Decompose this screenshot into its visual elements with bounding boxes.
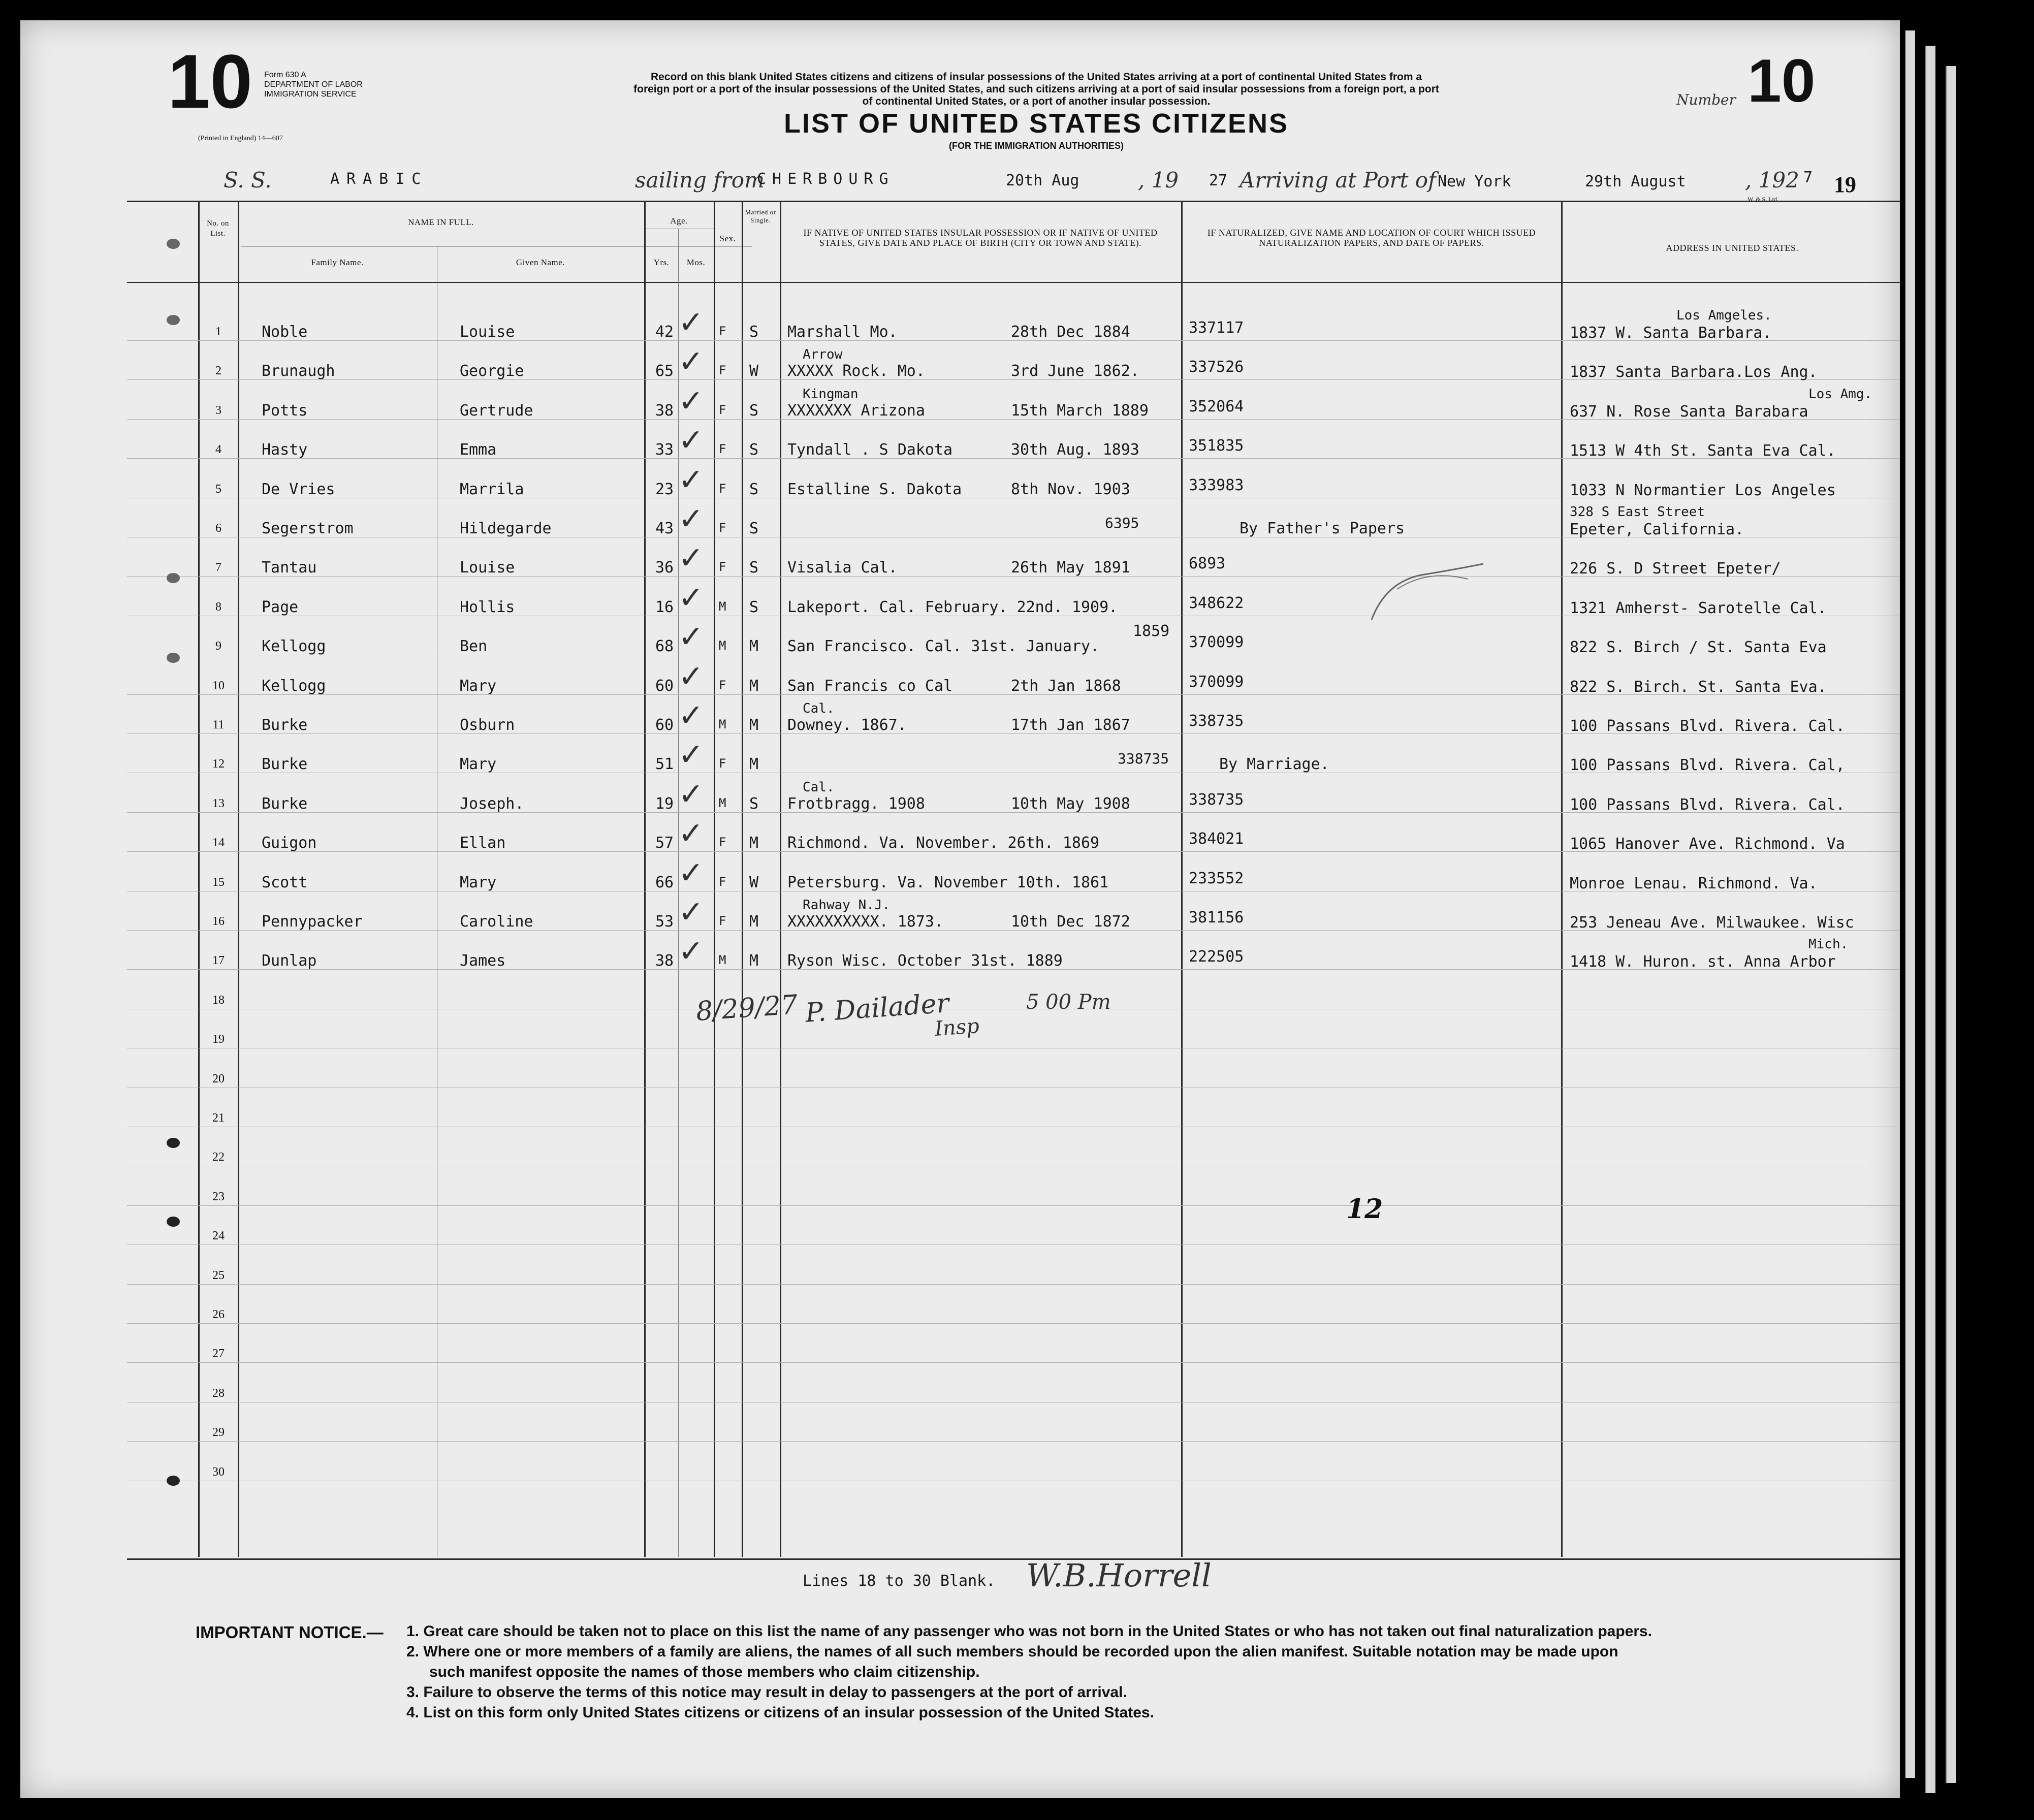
naturalization-number: 370099 [1189, 633, 1244, 652]
naturalization-number: 337526 [1189, 358, 1244, 376]
birth-date: 30th Aug. 1893 [1011, 441, 1139, 459]
marital-status: M [749, 913, 759, 931]
given-name: Caroline [460, 913, 533, 931]
clerk-signature: W.B.Horrell [1026, 1557, 1212, 1594]
row-number: 15 [212, 875, 225, 889]
family-name: Segerstrom [262, 520, 354, 537]
sex: F [719, 560, 726, 574]
sailing-label: sailing from [635, 168, 765, 193]
family-name: Dunlap [262, 952, 317, 970]
row-rule [127, 1441, 1900, 1442]
family-name: Guigon [262, 834, 317, 852]
birth-place: XXXXX Rock. Mo. [787, 362, 925, 380]
birth-place-correction: Rahway N.J. [803, 898, 891, 913]
sailing-year: 27 [1209, 172, 1228, 189]
check-mark: ✓ [678, 540, 704, 577]
age-years: 42 [655, 323, 674, 341]
given-name: Hollis [460, 598, 515, 616]
instruction-line: foreign port or a port of the insular possessions of the United States, and such citizens arriving at a port of said insular possessions from a foreign port, a port [633, 83, 1439, 95]
col-rule [238, 201, 239, 1557]
col-rule [742, 201, 743, 1557]
address: 1418 W. Huron. st. Anna Arbor [1570, 953, 1836, 971]
address: 100 Passans Blvd. Rivera. Cal. [1570, 795, 1845, 814]
row-number: 18 [212, 993, 225, 1007]
printed-note: (Printed in England) 14—607 [198, 135, 283, 142]
birth-date: 2th Jan 1868 [1011, 677, 1121, 695]
birth-date: 10th May 1908 [1011, 794, 1130, 813]
birth-date: 8th Nov. 1903 [1011, 480, 1130, 498]
check-mark: ✓ [678, 580, 704, 616]
birth-place-correction: Arrow [803, 347, 843, 363]
notice-item: 4. List on this form only United States citizens or citizens of an insular possession of the United States. [406, 1704, 1154, 1721]
col-rule [1561, 201, 1563, 1557]
notice-title: IMPORTANT NOTICE.— [196, 1623, 384, 1642]
marital-status: W [749, 362, 759, 380]
col-header-no: No. on List. [207, 219, 229, 238]
marital-status: W [749, 873, 759, 891]
naturalization-note: By Marriage. [1219, 755, 1329, 774]
sex: F [719, 914, 726, 928]
row-number: 27 [212, 1347, 225, 1361]
tally-mark: 12 [1346, 1194, 1383, 1225]
service: IMMIGRATION SERVICE [264, 90, 357, 99]
birth-date: 10th Dec 1872 [1011, 913, 1130, 931]
age-years: 53 [655, 913, 674, 931]
col-rule [644, 201, 646, 1557]
birth-date: 26th May 1891 [1011, 559, 1130, 577]
sailing-port: CHERBOURG [757, 170, 895, 188]
inspection-date: 8/29/27 [695, 989, 799, 1027]
family-name: Tantau [262, 559, 317, 577]
family-name: Scott [262, 873, 308, 891]
notice-item: 1. Great care should be taken not to place on this list the name of any passenger who was not born in the United States or who has not taken out final naturalization papers. [406, 1623, 1652, 1640]
check-mark: ✓ [678, 698, 704, 733]
inspection-time: 5 00 Pm [1026, 991, 1111, 1014]
birth-date: 28th Dec 1884 [1011, 323, 1130, 341]
list-number-right: 10 [1747, 47, 1816, 115]
check-mark: ✓ [678, 816, 704, 852]
instructions [513, 71, 1560, 108]
address: Monroe Lenau. Richmond. Va. [1570, 874, 1818, 892]
row-number: 24 [212, 1229, 225, 1243]
col-header-yrs: Yrs. [653, 258, 670, 267]
marital-status: S [749, 441, 759, 459]
col-header-birth: IF NATIVE OF UNITED STATES INSULAR POSSESSION OR IF NATIVE OF UNITED STATES, GIVE DATE AND PLACE OF BIRTH (CITY OR TOWN AND STATE). [803, 228, 1158, 248]
row-number: 6 [215, 522, 221, 535]
marital-status: S [749, 598, 759, 616]
address: 1837 Santa Barbara.Los Ang. [1570, 363, 1818, 381]
row-number: 23 [212, 1190, 225, 1203]
given-name: James [460, 952, 506, 970]
binder-hole [167, 239, 180, 249]
row-rule [127, 1205, 1900, 1206]
given-name: Mary [460, 677, 497, 695]
birth-date: 15th March 1889 [1011, 401, 1149, 420]
check-mark: ✓ [678, 776, 704, 812]
instruction-line: Record on this blank United States citizens and citizens of insular possessions of the United States arriving at a port of continental United States from a [650, 71, 1422, 83]
sex: F [719, 324, 726, 338]
birth-place: Visalia Cal. [787, 559, 898, 577]
address: 637 N. Rose Santa Barabara [1570, 402, 1808, 421]
age-years: 36 [655, 559, 674, 577]
row-number: 16 [212, 915, 225, 928]
form-block [264, 70, 363, 99]
family-name: Potts [262, 401, 308, 420]
naturalization-number: 370099 [1189, 673, 1244, 691]
row-number: 22 [212, 1151, 225, 1164]
col-header-mos: Mos. [686, 258, 706, 267]
row-number: 3 [215, 403, 221, 417]
age-years: 60 [655, 677, 674, 695]
given-name: Louise [460, 559, 515, 577]
naturalization-number: 233552 [1189, 869, 1244, 887]
row-rule [127, 1323, 1900, 1324]
check-mark: ✓ [678, 737, 704, 773]
naturalization-number: 338735 [1189, 790, 1244, 809]
family-name: De Vries [262, 480, 335, 498]
row-number: 11 [212, 718, 225, 731]
page-edge [1925, 46, 1935, 1793]
naturalization-number: 337117 [1189, 319, 1244, 337]
given-name: Joseph. [460, 794, 524, 813]
inspector-signature: P. Dailader [804, 988, 950, 1029]
printer-mark: W. & S. Ltd. [1747, 196, 1778, 203]
sex: M [719, 599, 726, 614]
age-years: 19 [655, 794, 674, 813]
notice-item: 2. Where one or more members of a family are aliens, the names of all such members should be recorded upon the alien manifest. Suitable notation may be made upon [406, 1643, 1618, 1660]
family-name: Burke [262, 794, 308, 813]
given-name: Marrila [460, 480, 524, 498]
age-years: 57 [655, 834, 674, 852]
notice-item: such manifest opposite the names of those members who claim citizenship. [429, 1664, 980, 1680]
page-title: LIST OF UNITED STATES CITIZENS [784, 108, 1289, 139]
col-header-family: Family Name. [311, 258, 364, 267]
naturalization-number: 338735 [1118, 750, 1169, 768]
given-name: Mary [460, 755, 497, 774]
age-years: 66 [655, 873, 674, 891]
lines-blank-note: Lines 18 to 30 Blank. [803, 1572, 996, 1590]
naturalization-number: 381156 [1189, 909, 1244, 927]
department: DEPARTMENT OF LABOR [264, 80, 363, 89]
given-name: Mary [460, 873, 497, 891]
col-rule [198, 201, 200, 1557]
birth-place: Richmond. Va. November. 26th. 1869 [787, 834, 1100, 852]
address: 253 Jeneau Ave. Milwaukee. Wisc [1570, 914, 1854, 932]
row-rule [127, 1284, 1900, 1285]
given-name: Louise [460, 323, 515, 341]
sex: F [719, 402, 726, 417]
row-rule [127, 1244, 1900, 1245]
age-years: 33 [655, 441, 674, 459]
year-suffix: 19 [1834, 172, 1856, 197]
sex: F [719, 481, 726, 496]
age-years: 65 [655, 362, 674, 380]
marital-status: M [749, 952, 759, 970]
age-years: 43 [655, 520, 674, 537]
birth-place: Estalline S. Dakota [787, 480, 962, 498]
address: 1837 W. Santa Barbara. [1570, 324, 1772, 342]
notice-item: 3. Failure to observe the terms of this notice may result in delay to passengers at the port of arrival. [406, 1684, 1127, 1701]
check-mark: ✓ [678, 895, 704, 930]
binder-hole [167, 1138, 180, 1148]
marital-status: M [749, 834, 759, 852]
age-years: 38 [655, 401, 674, 420]
binder-hole [167, 653, 180, 663]
row-rule [127, 1362, 1900, 1363]
address: 822 S. Birch. St. Santa Eva. [1570, 678, 1827, 696]
birth-place: Ryson Wisc. October 31st. 1889 [787, 952, 1063, 970]
row-number: 19 [212, 1033, 225, 1046]
ship-prefix: S. S. [224, 168, 272, 193]
naturalization-number: 6893 [1189, 555, 1226, 573]
check-mark: ✓ [678, 619, 704, 655]
col-header-naturalized: IF NATURALIZED, GIVE NAME AND LOCATION OF COURT WHICH ISSUED NATURALIZATION PAPERS, AND DATE OF PAPERS. [1207, 228, 1536, 248]
row-number: 4 [215, 443, 221, 457]
pencil-scribble [1366, 559, 1488, 630]
header-bottom-rule [127, 282, 1900, 283]
birth-place: San Francisco. Cal. 31st. January. [787, 637, 1100, 656]
form-id: Form 630 A [264, 71, 306, 79]
birth-date: 17th Jan 1867 [1011, 716, 1130, 734]
birth-place: XXXXXXX Arizona [787, 401, 925, 420]
sex: F [719, 874, 726, 889]
row-number: 14 [212, 836, 225, 850]
list-number-left: 10 [168, 39, 252, 124]
col-header-sex: Sex. [719, 234, 736, 243]
binder-hole [167, 1217, 180, 1227]
check-mark: ✓ [678, 934, 704, 970]
row-number: 29 [212, 1426, 225, 1440]
sailing-year-prefix: , 19 [1138, 168, 1179, 193]
check-mark: ✓ [678, 462, 704, 498]
address: 226 S. D Street Epeter/ [1570, 560, 1781, 578]
given-name: Osburn [460, 716, 515, 734]
binder-hole [167, 315, 180, 325]
row-number: 13 [212, 796, 225, 810]
page-edge [1946, 66, 1956, 1783]
given-name: Gertrude [460, 401, 533, 420]
col-rule [1181, 201, 1183, 1557]
birth-place: Petersburg. Va. November 10th. 1861 [787, 873, 1109, 891]
family-name: Kellogg [262, 637, 326, 656]
instruction-line: of continental United States, or a port of another insular possession. [862, 95, 1211, 107]
age-years: 60 [655, 716, 674, 734]
sex: F [719, 363, 726, 378]
check-mark: ✓ [678, 383, 704, 419]
row-number: 21 [212, 1111, 225, 1125]
marital-status: S [749, 520, 759, 537]
family-name: Noble [262, 323, 308, 341]
naturalization-number: 222505 [1189, 948, 1244, 966]
family-name: Page [262, 598, 299, 616]
arriving-date: 29th August [1585, 173, 1686, 190]
naturalization-number: 333983 [1189, 476, 1244, 494]
sex: M [719, 953, 726, 968]
marital-status: S [749, 480, 759, 498]
number-label: Number [1676, 91, 1736, 108]
col-rule [780, 201, 781, 1557]
row-number: 7 [215, 561, 221, 574]
marital-status: M [749, 716, 759, 734]
col-header-married: Married or Single. [745, 208, 776, 224]
marital-status: M [749, 755, 759, 774]
marital-status: S [749, 323, 759, 341]
naturalization-number: 352064 [1189, 397, 1244, 416]
row-number: 28 [212, 1386, 225, 1400]
check-mark: ✓ [678, 855, 704, 891]
marital-status: S [749, 401, 759, 420]
naturalization-number: 348622 [1189, 594, 1244, 612]
row-number: 8 [215, 600, 221, 614]
birth-place-correction: Cal. [803, 701, 835, 716]
check-mark: ✓ [678, 501, 704, 537]
col-rule [714, 201, 715, 1557]
row-number: 9 [215, 640, 221, 653]
family-name: Hasty [262, 441, 308, 459]
address: Epeter, California. [1570, 521, 1744, 538]
ship-name: ARABIC [330, 170, 428, 188]
marital-status: M [749, 637, 759, 656]
row-number: 17 [212, 954, 225, 968]
age-years: 38 [655, 952, 674, 970]
birth-place: Lakeport. Cal. February. 22nd. 1909. [787, 598, 1118, 616]
row-number: 1 [215, 325, 221, 338]
col-header-given: Given Name. [516, 258, 565, 267]
age-years: 16 [655, 598, 674, 616]
naturalization-number: 384021 [1189, 830, 1244, 848]
row-number: 2 [215, 364, 221, 378]
birth-place: San Francis co Cal [787, 677, 953, 695]
family-name: Burke [262, 716, 308, 734]
sex: F [719, 442, 726, 457]
row-number: 26 [212, 1308, 225, 1321]
name-subheader-rule [241, 246, 752, 247]
page-subtitle: (FOR THE IMMIGRATION AUTHORITIES) [949, 141, 1124, 151]
family-name: Brunaugh [262, 362, 335, 380]
sex: M [719, 717, 726, 731]
address: 822 S. Birch / St. Santa Eva [1570, 638, 1827, 657]
row-number: 20 [212, 1072, 225, 1085]
birth-place-correction: Kingman [803, 386, 859, 402]
family-name: Kellogg [262, 677, 326, 695]
address-correction: Los Amg. [1808, 386, 1872, 402]
inspector-title: Insp [934, 1014, 980, 1041]
arriving-label: Arriving at Port of [1240, 168, 1436, 193]
family-name: Pennypacker [262, 913, 363, 931]
birth-place: Marshall Mo. [787, 323, 898, 341]
birth-place: Frotbragg. 1908 [787, 794, 925, 813]
marital-status: M [749, 677, 759, 695]
sex: F [719, 756, 726, 771]
address-correction: Los Amgeles. [1676, 308, 1772, 323]
family-name: Burke [262, 755, 308, 774]
birth-place: Tyndall . S Dakota [787, 441, 953, 459]
binder-hole [167, 1476, 180, 1486]
sex: M [719, 638, 726, 653]
sex: M [719, 795, 726, 810]
naturalization-number: 6395 [1105, 515, 1139, 531]
binder-hole [167, 573, 180, 583]
given-name: Georgie [460, 362, 524, 380]
row-number: 5 [215, 482, 221, 496]
age-years: 68 [655, 637, 674, 656]
check-mark: ✓ [678, 344, 704, 380]
arriving-year-correction: 7 [1803, 169, 1813, 186]
address: 1065 Hanover Ave. Richmond. Va [1570, 835, 1845, 853]
address: 1513 W 4th St. Santa Eva Cal. [1570, 442, 1836, 460]
arriving-port: New York [1438, 173, 1511, 190]
birth-date: 3rd June 1862. [1011, 362, 1139, 380]
row-number: 30 [212, 1465, 225, 1479]
sex: F [719, 521, 726, 535]
row-number: 10 [212, 679, 225, 692]
marital-status: S [749, 559, 759, 577]
address: 1033 N Normantier Los Angeles [1570, 481, 1836, 499]
birth-place: Downey. 1867. [787, 716, 907, 734]
sailing-date: 20th Aug [1006, 172, 1079, 189]
row-number: 25 [212, 1268, 225, 1282]
age-years: 51 [655, 755, 674, 774]
address-correction: Mich. [1808, 937, 1849, 952]
age-years: 23 [655, 480, 674, 498]
address-correction: 328 S East Street [1570, 504, 1705, 520]
given-name: Emma [460, 441, 497, 459]
naturalization-number: 338735 [1189, 712, 1244, 730]
arriving-year-prefix: , 192 [1745, 168, 1799, 193]
naturalization-number: 351835 [1189, 437, 1244, 455]
address: 1321 Amherst- Sarotelle Cal. [1570, 599, 1827, 617]
check-mark: ✓ [678, 423, 704, 459]
col-header-name: NAME IN FULL. [408, 217, 474, 227]
given-name: Hildegarde [460, 520, 552, 537]
address: 100 Passans Blvd. Rivera. Cal, [1570, 756, 1845, 775]
marital-status: S [749, 794, 759, 813]
address: 100 Passans Blvd. Rivera. Cal. [1570, 717, 1845, 735]
sex: F [719, 678, 726, 692]
page-edge [1905, 30, 1915, 1778]
col-header-address: ADDRESS IN UNITED STATES. [1666, 243, 1799, 253]
naturalization-note: By Father's Papers [1240, 520, 1405, 537]
check-mark: ✓ [678, 305, 704, 340]
birth-date: 1859 [1133, 622, 1170, 641]
sex: F [719, 835, 726, 850]
check-mark: ✓ [678, 658, 704, 694]
given-name: Ben [460, 637, 488, 656]
birth-place-correction: Cal. [803, 779, 835, 795]
birth-place: XXXXXXXXXX. 1873. [787, 913, 944, 931]
given-name: Ellan [460, 834, 506, 852]
col-header-age: Age. [670, 216, 688, 226]
row-number: 12 [212, 757, 225, 771]
